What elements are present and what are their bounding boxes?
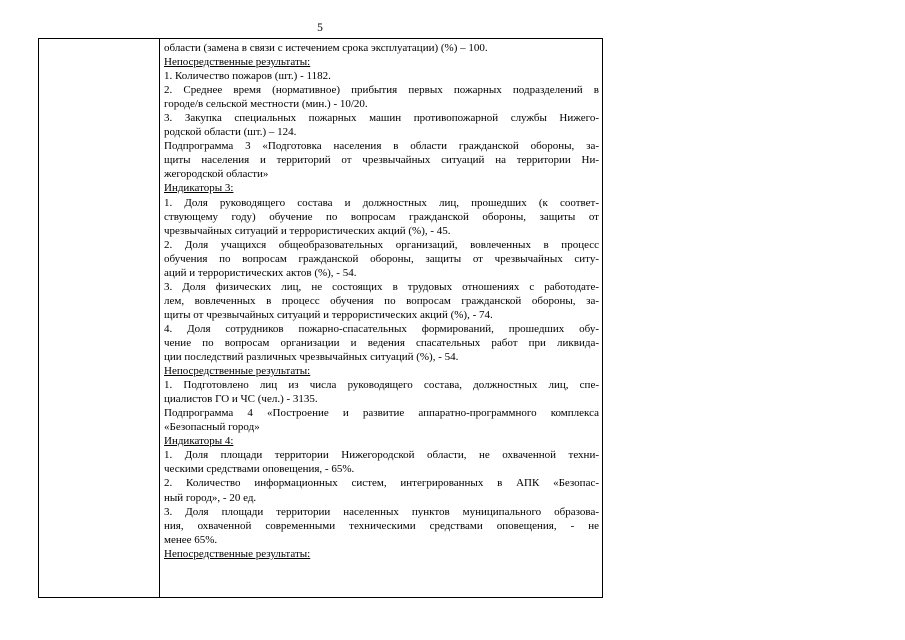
left-column-cell [39,39,160,597]
text-line: 4. Доля сотрудников пожарно-спасательных формирований, прошедших обу- [164,322,599,335]
text-line: щиты населения и территорий от чрезвычайных ситуаций на территории Ни- [164,154,599,167]
text-line: 2. Среднее время (нормативное) прибытия первых пожарных подразделений в [164,84,599,97]
text-line: ческими средствами оповещения, - 65%. [164,463,355,476]
section-heading [164,364,599,378]
text-line: Подпрограмма 3 «Подготовка населения в области гражданской обороны, за- [164,140,599,153]
text-line: чрезвычайных ситуаций и террористических акций (%), - 45. [164,224,451,237]
text-line: 2. Количество информационных систем, интегрированных в АПК «Безопас- [164,477,599,490]
text-line: 1. Доля площади территории Нижегородской области, не охваченной техни- [164,449,599,462]
text-line: ции последствий различных чрезвычайных ситуаций (%), - 54. [164,351,459,364]
text-line: области (замена в связи с истечением срока эксплуатации) (%) – 100. [164,42,488,54]
text-line: обучения по вопросам гражданской обороны, защиты от чрезвычайных ситу- [164,252,599,265]
underlined-heading-text: Непосредственные результаты: [164,365,311,378]
underlined-heading-text: Непосредственные результаты: [164,56,311,69]
text-line: 3. Доля физических лиц, не состоящих в трудовых отношениях с работодате- [164,280,599,293]
section-heading [164,181,599,195]
text-line: лем, вовлеченных в процесс обучения по вопросам гражданской обороны, за- [164,294,599,307]
text-line: чение по вопросам организации и ведения спасательных работ при ликвида- [164,336,599,349]
text-line: 2. Доля учащихся общеобразовательных организаций, вовлеченных в процесс [164,238,599,251]
section-heading [164,547,599,561]
text-line: аций и террористических актов (%), - 54. [164,266,357,279]
underlined-heading-text: Индикаторы 3: [164,182,234,195]
text-line: ствующему году) обучение по вопросам гражданской обороны, защиты от [164,210,599,223]
document-table [38,38,603,598]
text-line: ния, охваченной современными техническими средствами оповещения, - не [164,519,599,532]
text-line: 1. Подготовлено лиц из числа руководящего состава, должностных лиц, спе- [164,379,599,392]
text-line: «Безопасный город» [164,421,260,434]
section-heading [164,55,599,69]
text-line: городе/в сельской местности (мин.) - 10/20. [164,98,368,111]
text-line: 1. Количество пожаров (шт.) - 1182. [164,70,331,83]
text-line: щиты от чрезвычайных ситуаций и террористических акций (%), - 74. [164,308,493,321]
text-line: менее 65%. [164,533,218,546]
text-line: Подпрограмма 4 «Построение и развитие аппаратно-программного комплекса [164,407,599,420]
underlined-heading-text: Индикаторы 4: [164,435,234,448]
text-line: 1. Доля руководящего состава и должностных лиц, прошедших (к соответ- [164,196,599,209]
text-line: жегородской области» [164,168,269,181]
text-line: циалистов ГО и ЧС (чел.) - 3135. [164,393,318,406]
text-line: 3. Закупка специальных пожарных машин противопожарной службы Нижего- [164,112,599,125]
right-column-cell [161,39,602,597]
underlined-heading-text: Непосредственные результаты: [164,547,311,560]
text-line: родской области (шт.) – 124. [164,126,297,139]
page-number: 5 [317,22,323,34]
text-line: 3. Доля площади территории населенных пунктов муниципального образова- [164,505,599,518]
text-line: ный город», - 20 ед. [164,491,257,504]
section-heading [164,434,599,448]
